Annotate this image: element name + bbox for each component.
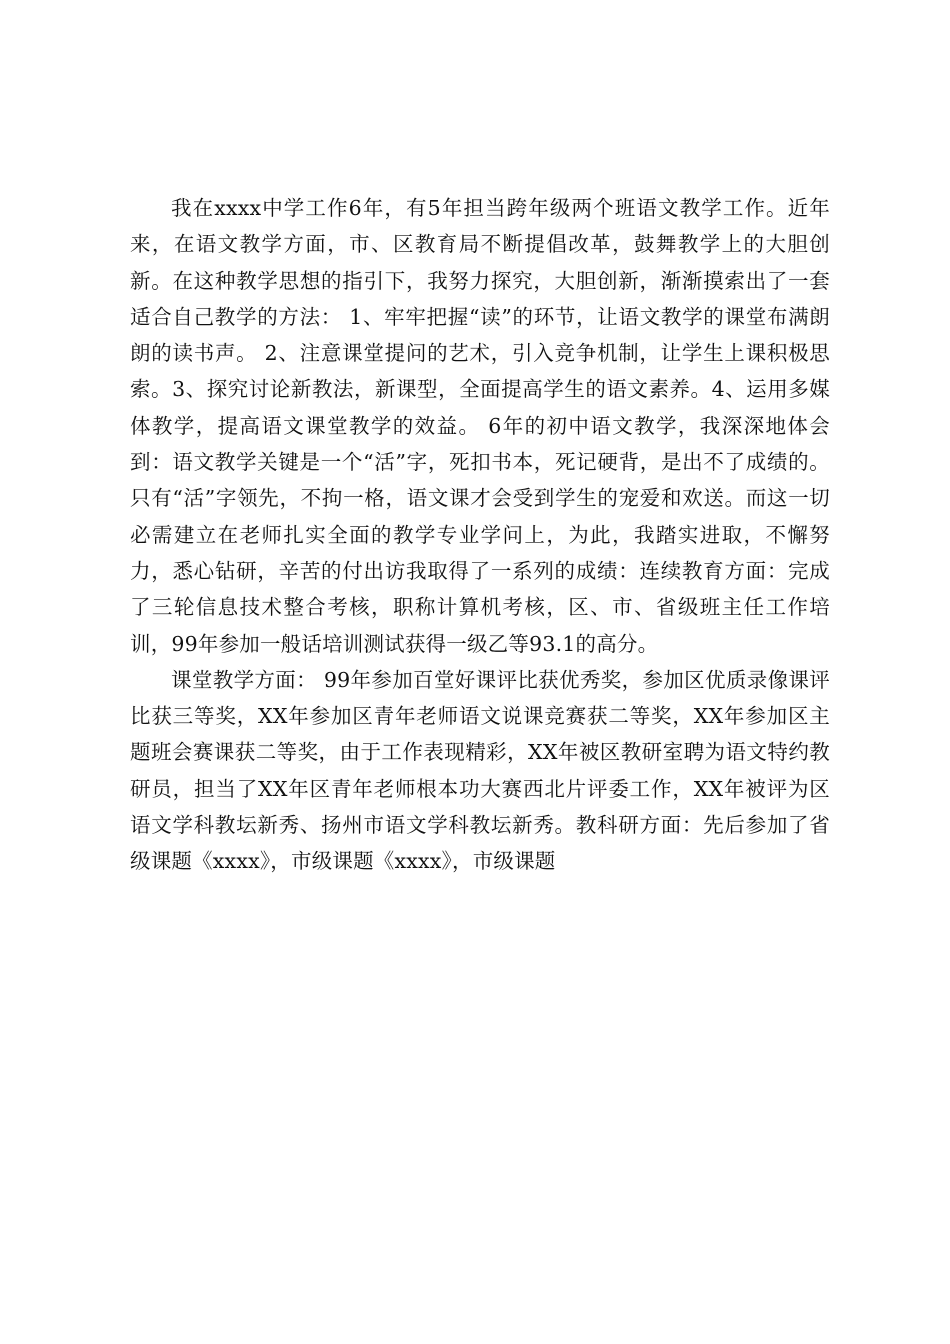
paragraph-continuing-education: 我在xxxx中学工作6年，有5年担当跨年级两个班语文教学工作。近年来，在语文教学方面，市、区教育局不断提倡改革，鼓舞教学上的大胆创新。在这种教学思想的指引下，我努力探究，大胆创新，渐渐摸索出了一套适合自己教学的方法： 1、牢牢把握“读”的环节，让语文教学的课堂布满朗朗的读书声。 2、注意课堂提问的艺术，引入竞争机制，让学生上课积极思索。3、探究讨论新教法，新课型，全面提高学生的语文素养。4、运用多媒体教学，提高语文课堂教学的效益。 6年的初中语文教学，我深深地体会到：语文教学关键是一个“活”字，死扣书本，死记硬背，是出不了成绩的。只有“活”字领先，不拘一格，语文课才会受到学生的宠爱和欢送。而这一切必需建立在老师扎实全面的教学专业学问上，为此，我踏实进取，不懈努力，悉心钻研，辛苦的付出访我取得了一系列的成绩：连续教育方面：完成了三轮信息技术整合考核，职称计算机考核，区、市、省级班主任工作培训，99年参加一般话培训测试获得一级乙等93.1的高分。 [130, 196, 830, 656]
document-body [130, 190, 830, 880]
paragraph-classroom-teaching: 课堂教学方面： 99年参加百堂好课评比获优秀奖，参加区优质录像课评比获三等奖，XX年参加区青年老师语文说课竞赛获二等奖，XX年参加区主题班会赛课获二等奖，由于工作表现精彩，XX年被区教研室聘为语文特约教研员，担当了XX年区青年老师根本功大赛西北片评委工作，XX年被评为区语文学科教坛新秀、扬州市语文学科教坛新秀。教科研方面：先后参加了省级课题《xxxx》，市级课题《xxxx》，市级课题 [130, 667, 830, 874]
